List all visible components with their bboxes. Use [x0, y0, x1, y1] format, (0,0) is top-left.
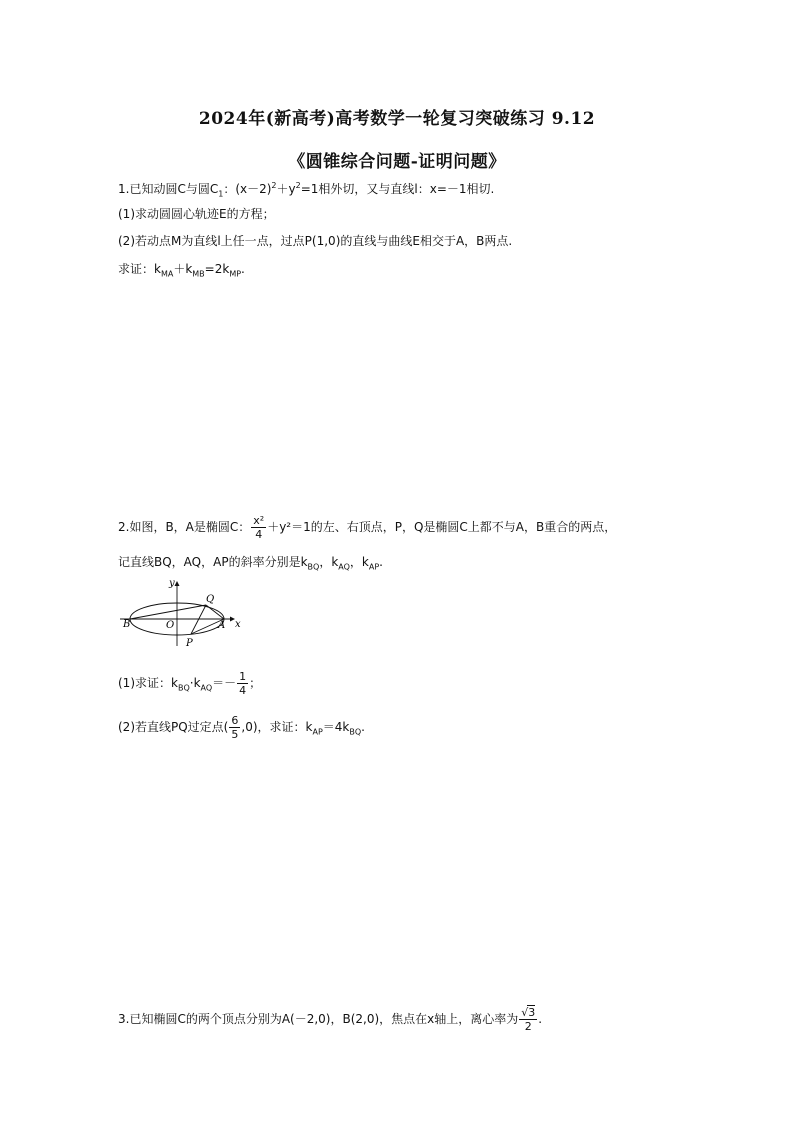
- line-bq: [130, 605, 206, 619]
- q1-proof: [118, 261, 245, 282]
- q1-plus: ＋k: [173, 262, 193, 276]
- q2-p1-end: ；: [249, 676, 262, 690]
- q1-end: .: [241, 262, 245, 276]
- q1-c1-sub: 1: [218, 189, 224, 199]
- q1-sub-ma: MA: [160, 269, 174, 279]
- q2-p2-fraction: [229, 714, 240, 741]
- q2-frac-num: x²: [253, 514, 265, 527]
- q2-part1-prefix: (1)求证：k: [118, 676, 178, 690]
- q2-part2-prefix: (2)若直线PQ过定点(: [118, 720, 229, 734]
- q1-part2: (2)若动点M为直线l上任一点，过点P(1,0)的直线与曲线E相交于A，B两点.: [118, 234, 513, 248]
- q2-comma2: ，k: [349, 555, 369, 569]
- q2-p1-frac-num: 1: [239, 670, 247, 683]
- q1-eq: =2k: [204, 262, 230, 276]
- q2-p1-fraction: [237, 670, 248, 697]
- q1-eq-part2: ＋y: [276, 182, 296, 196]
- q2-p1-frac-den: 4: [239, 684, 247, 697]
- q1-part1: (1)求动圆圆心轨迹E的方程；: [118, 207, 275, 221]
- sqrt-symbol: √: [521, 1006, 529, 1019]
- q2-p1-sub-aq: AQ: [200, 683, 213, 693]
- label-y: y: [169, 578, 175, 589]
- q2-p2-frac-den: 5: [231, 728, 239, 741]
- q1-eq-part3: =1相外切，又与直线l：x=－1相切.: [300, 182, 495, 196]
- q3-end: .: [538, 1012, 543, 1026]
- q2-p2-sub-ap: AP: [312, 727, 323, 737]
- document-title: 2024年(新高考)高考数学一轮复习突破练习 9.12: [198, 109, 596, 129]
- q2-part1: [118, 670, 261, 697]
- q1-stem-prefix: 1.已知动圆C与圆C: [118, 182, 219, 196]
- q2-p2-eq: ＝4k: [322, 720, 350, 734]
- q2-frac-den: 4: [255, 528, 263, 541]
- q2-line2: [118, 554, 383, 575]
- line-aq: [206, 605, 224, 619]
- q1-sq2: 2: [295, 181, 301, 190]
- q2-comma1: ，k: [319, 555, 339, 569]
- q3-radicand: 3: [528, 1006, 536, 1019]
- q2-line2-end: .: [379, 555, 383, 569]
- q2-prefix: 2.如图，B，A是椭圆C：: [118, 520, 251, 534]
- label-x: x: [235, 619, 241, 630]
- label-o: O: [166, 620, 175, 631]
- q2-p1-eq: ＝－: [212, 676, 237, 690]
- q2-p1-dot: ·k: [189, 676, 201, 690]
- q1-stem: [118, 178, 494, 202]
- document-subtitle: 《圆锥综合问题-证明问题》: [288, 152, 506, 172]
- q2-sub-bq: BQ: [307, 562, 320, 572]
- y-axis-arrow: [175, 581, 180, 586]
- q2-p2-sub-bq: BQ: [349, 727, 362, 737]
- q2-p2-frac-num: 6: [231, 714, 239, 727]
- q2-p2-mid: ,0)，求证：k: [241, 720, 313, 734]
- q1-eq-part1: ：(x－2): [223, 182, 272, 196]
- q2-p2-end: .: [361, 720, 365, 734]
- q3-prefix: 3.已知椭圆C的两个顶点分别为A(－2,0)，B(2,0)，焦点在x轴上，离心率为: [118, 1012, 519, 1026]
- q2-line2-prefix: 记直线BQ，AQ，AP的斜率分别是k: [118, 555, 308, 569]
- label-b: B: [123, 619, 131, 630]
- q3-stem: [118, 1006, 542, 1033]
- ellipse-figure: [118, 574, 248, 650]
- label-p: P: [186, 638, 193, 649]
- q2-part2: [118, 714, 365, 741]
- line-pq: [191, 605, 206, 634]
- q3-eccentricity-fraction: [519, 1006, 537, 1033]
- q1-sub-mb: MB: [192, 269, 205, 279]
- q2-sub-ap: AP: [368, 562, 380, 572]
- q1-proof-prefix: 求证：k: [118, 262, 161, 276]
- label-a: A: [218, 620, 226, 631]
- q3-frac-den: 2: [524, 1020, 532, 1033]
- q2-p1-sub-bq: BQ: [177, 683, 190, 693]
- q3-frac-num: [519, 1006, 537, 1020]
- q2-ellipse-fraction: [251, 514, 266, 541]
- q2-mid: ＋y²＝1的左、右顶点，P，Q是椭圆C上都不与A，B重合的两点，: [267, 520, 617, 534]
- q1-sq1: 2: [271, 181, 277, 190]
- q2-sub-aq: AQ: [338, 562, 350, 572]
- q1-sub-mp: MP: [229, 269, 242, 279]
- q2-stem: [118, 514, 616, 541]
- label-q: Q: [206, 594, 215, 605]
